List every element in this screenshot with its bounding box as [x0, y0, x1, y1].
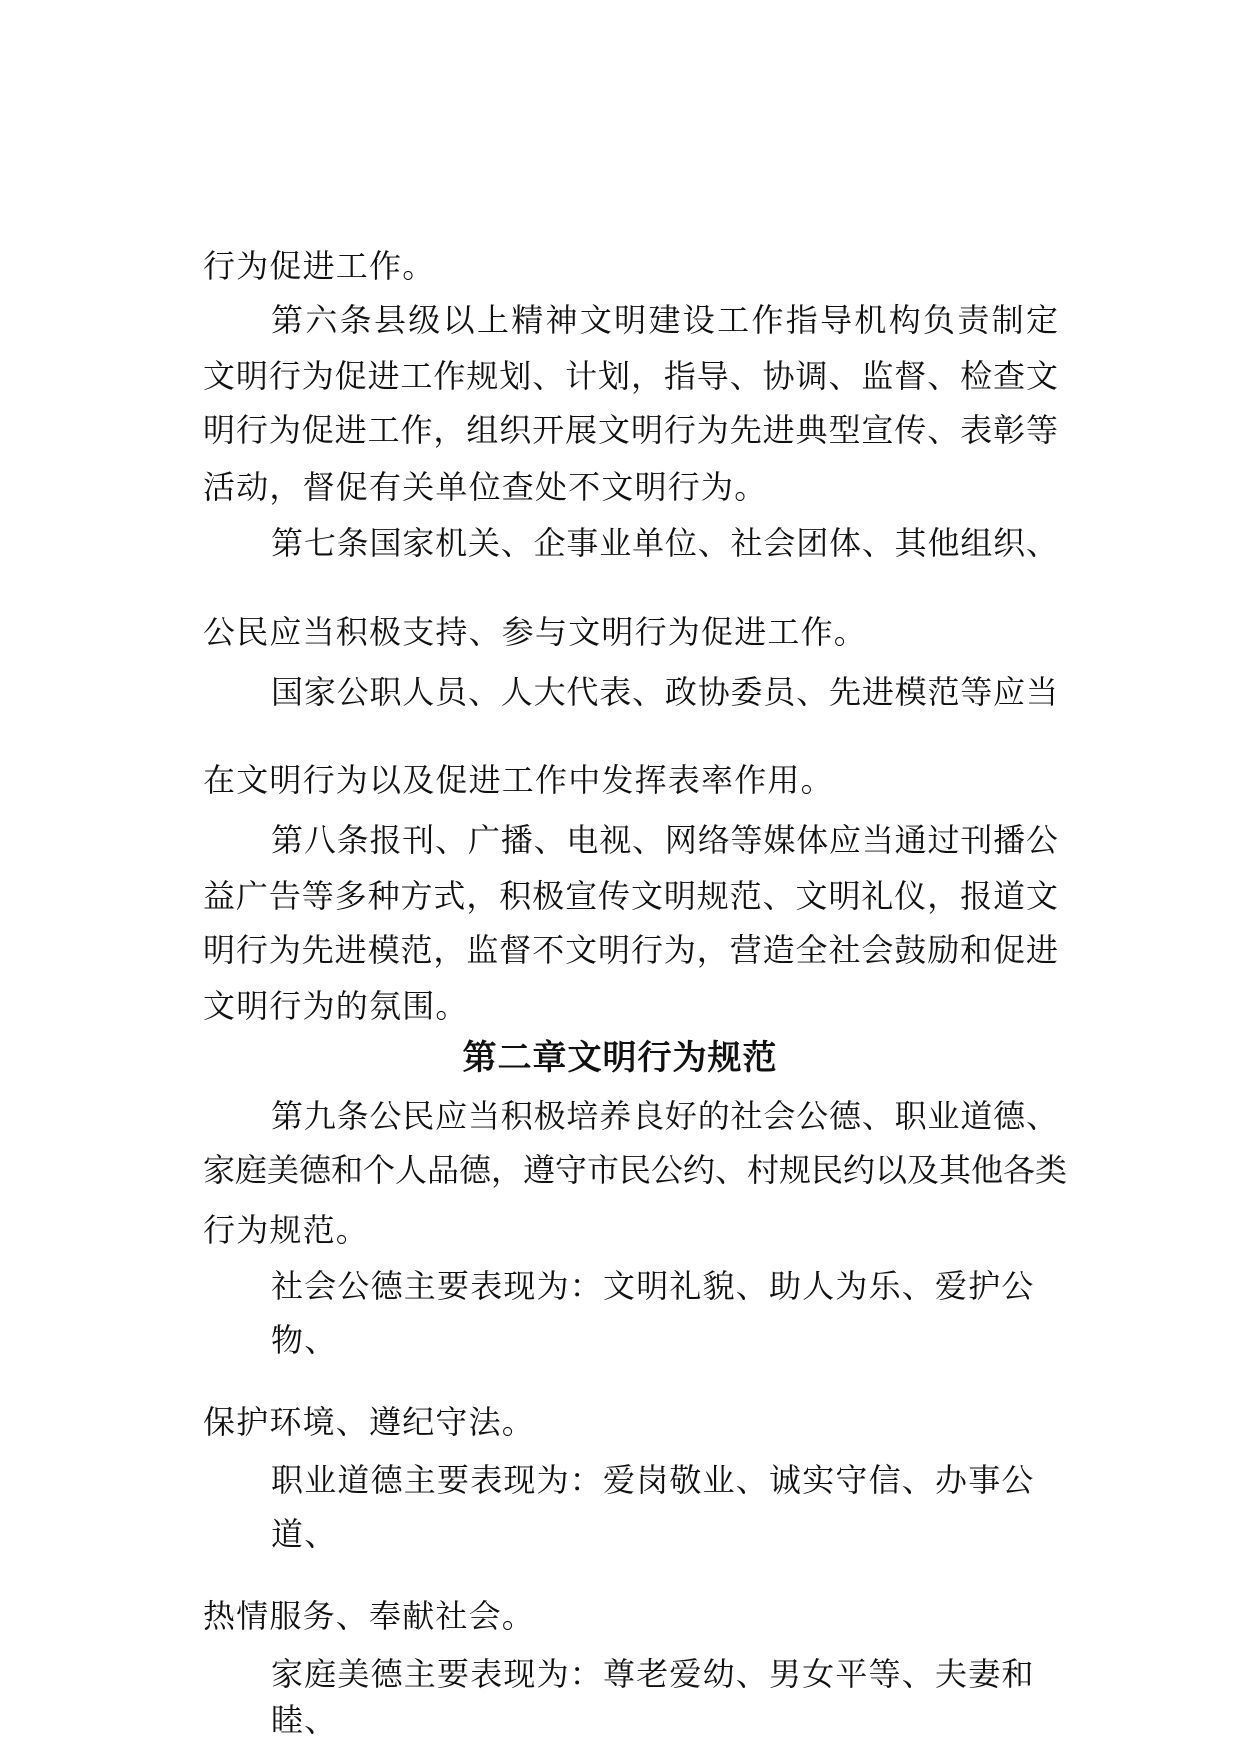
article-9-line: 第九条公民应当积极培养良好的社会公德、职业道德、	[271, 1097, 1058, 1135]
paragraph-line: 明行为先进模范，监督不文明行为，营造全社会鼓励和促进	[203, 931, 1058, 969]
paragraph-line: 睦、	[271, 1701, 338, 1739]
chapter-heading: 第二章文明行为规范	[462, 1038, 778, 1078]
paragraph-line: 热情服务、奉献社会。	[203, 1597, 536, 1635]
paragraph-line: 行为规范。	[203, 1211, 370, 1249]
paragraph-line: 行为促进工作。	[203, 247, 436, 285]
paragraph-line: 道、	[271, 1515, 338, 1553]
paragraph-line: 活动，督促有关单位查处不文明行为。	[203, 468, 768, 506]
paragraph-line: 文明行为的氛围。	[203, 987, 469, 1025]
paragraph-line: 职业道德主要表现为：爱岗敬业、诚实守信、办事公	[271, 1461, 1035, 1499]
paragraph-line: 在文明行为以及促进工作中发挥表率作用。	[203, 761, 834, 799]
paragraph-line: 保护环境、遵纪守法。	[203, 1403, 536, 1441]
article-7-line: 第七条国家机关、企事业单位、社会团体、其他组织、	[271, 524, 1058, 562]
paragraph-line: 明行为促进工作，组织开展文明行为先进典型宣传、表彰等	[203, 411, 1058, 449]
paragraph-line: 社会公德主要表现为：文明礼貌、助人为乐、爱护公	[271, 1267, 1035, 1305]
paragraph-line: 物、	[271, 1321, 338, 1359]
paragraph-line: 家庭美德主要表现为：尊老爱幼、男女平等、夫妻和	[271, 1655, 1035, 1693]
paragraph-line: 文明行为促进工作规划、计划，指导、协调、监督、检查文	[203, 357, 1058, 395]
article-6-line: 第六条县级以上精神文明建设工作指导机构负责制定	[271, 301, 1058, 339]
article-8-line: 第八条报刊、广播、电视、网络等媒体应当通过刊播公	[271, 821, 1058, 859]
paragraph-line: 公民应当积极支持、参与文明行为促进工作。	[203, 613, 868, 651]
paragraph-line: 益广告等多种方式，积极宣传文明规范、文明礼仪，报道文	[203, 877, 1058, 915]
paragraph-line: 国家公职人员、人大代表、政协委员、先进模范等应当	[271, 673, 1058, 711]
paragraph-line: 家庭美德和个人品德，遵守市民公约、村规民约以及其他各类	[203, 1151, 1068, 1189]
